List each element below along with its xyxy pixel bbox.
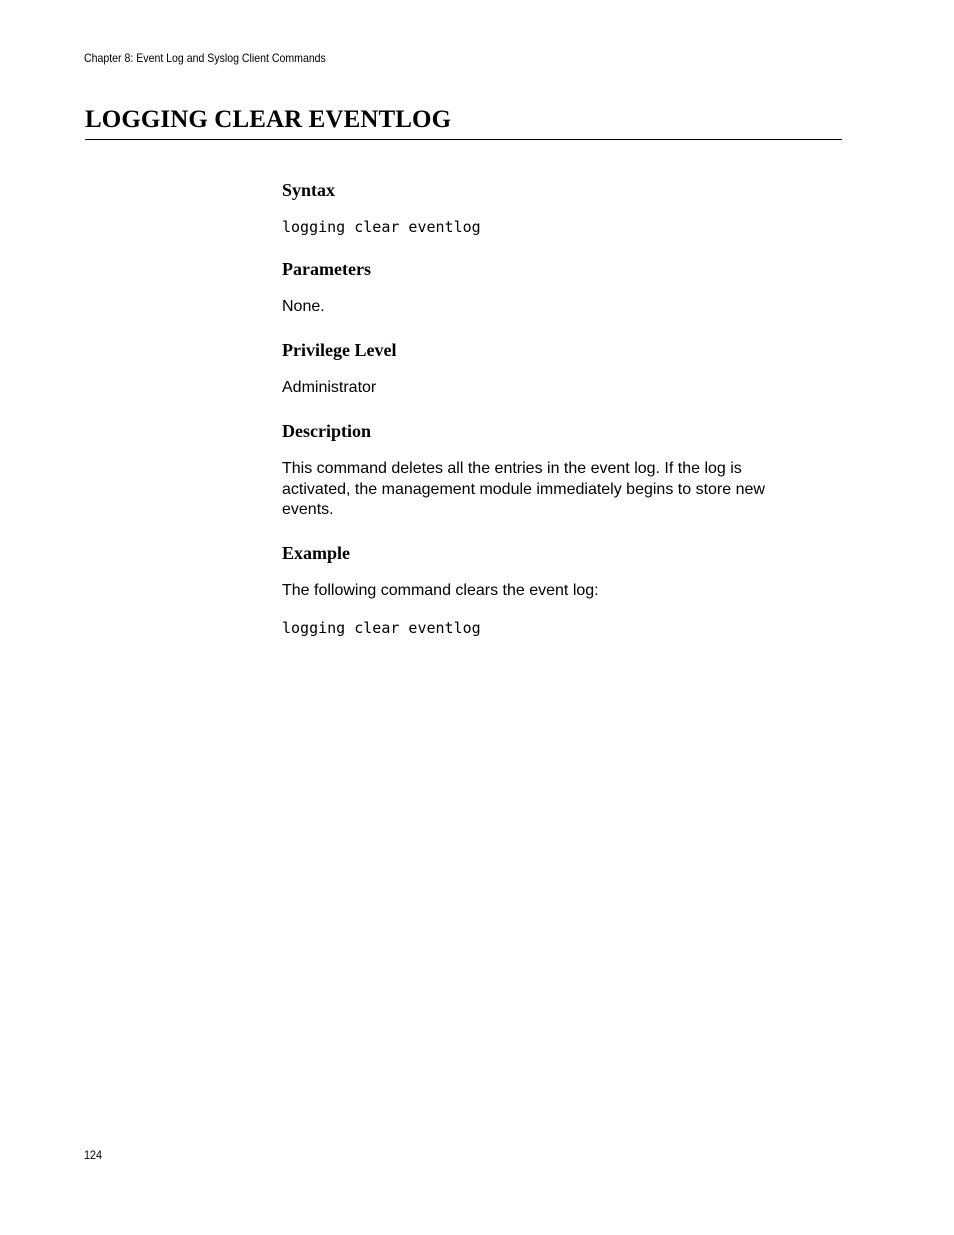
- parameters-heading: Parameters: [282, 259, 371, 279]
- syntax-heading: Syntax: [282, 180, 336, 200]
- parameters-text: None.: [282, 298, 325, 315]
- running-header: Chapter 8: Event Log and Syslog Client Commands: [84, 51, 326, 65]
- description-heading: Description: [282, 421, 371, 441]
- page-title: LOGGING CLEAR EVENTLOG: [85, 105, 842, 140]
- page-number: 124: [84, 1148, 103, 1162]
- privilege-heading: Privilege Level: [282, 340, 397, 360]
- description-text: This command deletes all the entries in the event log. If the log is activated, the management module immediately begins to store new events.: [282, 460, 765, 518]
- example-heading: Example: [282, 543, 351, 563]
- example-code: logging clear eventlog: [282, 619, 481, 637]
- example-text: The following command clears the event log:: [282, 582, 599, 599]
- privilege-text: Administrator: [282, 379, 377, 396]
- syntax-code: logging clear eventlog: [282, 218, 481, 236]
